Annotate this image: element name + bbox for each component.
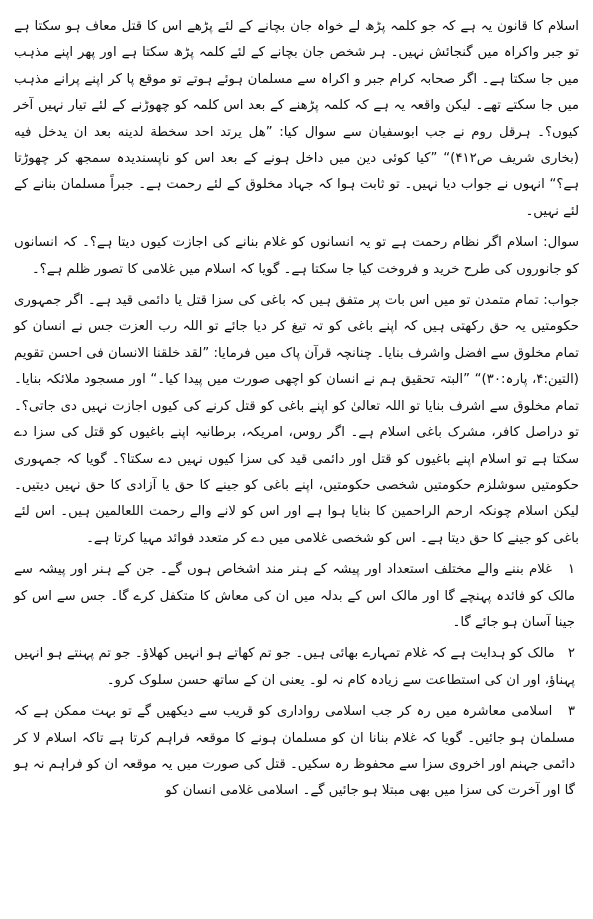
list-item-text: مالک کو ہدایت ہے کہ غلام تمہارے بھائی ہیں۔ جو تم کھاتے ہو انہیں کھلاؤ۔ جو تم پہنتے ہو انہیں پہناؤ، اور ان کی استطاعت سے زیادہ کام نہ لو۔ یعنی ان کے ساتھ حسن سلوک کرو۔ (14, 646, 575, 688)
list-item-text: غلام بننے والے مختلف استعداد اور پیشہ کے ہنر مند اشخاص ہوں گے۔ جن کے ہنر اور پیشہ سے مالک کو فائدہ پہنچے گا اور مالک اس کے بدلہ میں ان کی معاش کا متکفل کرے گا۔ جس سے اس کو جینا آسان ہو جائے گا۔ (14, 562, 575, 630)
paragraph-answer: جواب: تمام متمدن تو میں اس بات پر متفق ہیں کہ باغی کی سزا قتل یا دائمی قید ہے۔ اگر جمہوری حکومتیں یہ حق رکھتی ہیں کہ اپنے باغی کو تہ تیغ کر دیا جائے تو اللہ رب العزت جس نے انسان کو تمام مخلوق سے افضل واشرف بنایا۔ چنانچہ قرآن پاک میں فرمایا: ”لقد خلقنا الانسان فی احسن تقویم (التین:۴، پارہ:۳۰)“ ”البتہ تحقیق ہم نے انسان کو اچھی صورت میں پیدا کیا۔“ اور مسجود ملائکہ بنایا۔ تمام مخلوق سے اشرف بنایا تو اللہ تعالیٰ کو اپنے باغی کو قتل کرنے کی کیوں اجازت نہیں دی جاتی؟۔ تو دراصل کافر، مشرک باغی اسلام ہے۔ اگر روس، امریکہ، برطانیہ اپنے باغیوں کو قتل کی سزا دے سکتا ہے تو اسلام اپنے باغیوں کو قتل اور دائمی قید کی سزا کیوں نہیں دے سکتا؟۔ گویا کہ جمہوری حکومتیں سوشلزم حکومتیں شخصی حکومتیں، اپنے باغی کو جینے کا حق یا آزادی کا حق نہیں دیتیں۔ لیکن اسلام چونکہ ارحم الراحمین کا بنایا ہوا ہے اور اس کو لانے والے رحمت اللعالمین ہیں۔ اس لئے باغی کو جینے کا حق دیتا ہے۔ اس کو شخصی غلامی میں دے کر متعدد فوائد مہیا کرتا ہے۔ (14, 293, 579, 546)
list-item-1 (14, 557, 579, 636)
paragraph-intro: اسلام کا قانون یہ ہے کہ جو کلمہ پڑھ لے خواہ جان بچانے کے لئے پڑھے اس کا قتل معاف ہو سکتا ہے تو جبر واکراہ میں گنجائش نہیں۔ ہر شخص جان بچانے کے لئے کلمہ پڑھ سکتا ہے اور پھر اپنے مذہب میں جا سکتا ہے۔ اگر صحابہ کرام جبر و اکراہ سے مسلمان ہوئے ہوتے تو موقع پا کر اپنے پرانے مذہب میں جا سکتے تھے۔ لیکن واقعہ یہ ہے کہ کلمہ پڑھنے کے بعد اس کلمہ کو چھوڑنے کے لئے تیار نہیں آخر کیوں؟۔ ہرقل روم نے جب ابوسفیان سے سوال کیا: ”ھل یرتد احد سخطة لدینه بعد ان یدخل فیه (بخاری شریف ص۴۱۲)“ ”کیا کوئی دین میں داخل ہونے کے بعد اس کو ناپسندیدہ سمجھ کر چھوڑتا ہے؟“ انہوں نے جواب دیا نہیں۔ تو ثابت ہوا کہ جہاد مخلوق کے لئے رحمت ہے۔ جبراً مسلمان بنانے کے لئے نہیں۔ (14, 19, 579, 219)
list-item-number: ۱ (567, 562, 575, 578)
list-item-text: اسلامی معاشرہ میں رہ کر جب اسلامی رواداری کو قریب سے دیکھیں گے تو بہت ممکن ہے کہ مسلمان ہو جائیں۔ گویا کہ غلام بنانا ان کو مسلمان ہونے کا موقعہ فراہم کرتا ہے تاکہ اسلام لا کر دائمی جہنم اور اخروی سزا سے محفوظ رہ سکیں۔ قتل کی صورت میں یہ موقعہ ان کو فراہم نہ ہو گا اور آخرت کی سزا میں بھی مبتلا ہو جائیں گے۔ اسلامی غلامی انسان کو (14, 704, 575, 799)
list-item-2 (14, 641, 579, 694)
list-item-number: ۳ (567, 704, 575, 720)
list-item-number: ۲ (567, 646, 575, 662)
list-item-3 (14, 699, 579, 805)
paragraph-question: سوال: اسلام اگر نظام رحمت ہے تو یہ انسانوں کو غلام بنانے کی اجازت کیوں دیتا ہے؟۔ کہ انسانوں کو جانوروں کی طرح خرید و فروخت کیا جا سکتا ہے۔ گویا کہ اسلام میں غلامی کا تصور ظلم ہے؟۔ (14, 235, 579, 277)
